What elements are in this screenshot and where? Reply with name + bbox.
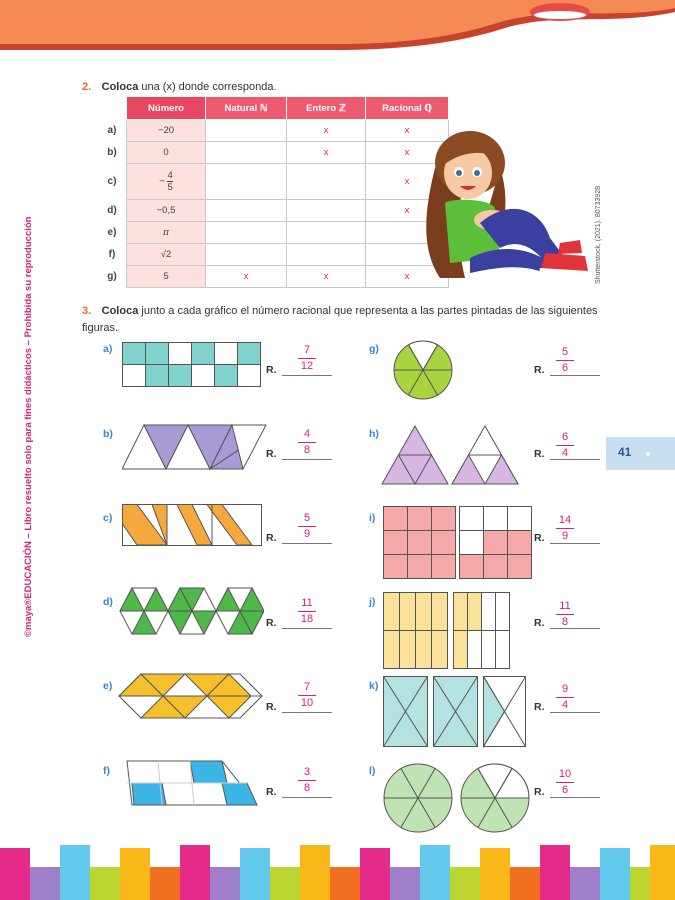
answer-line xyxy=(282,796,332,798)
r-label: R. xyxy=(534,448,545,460)
figure-label-f: f) xyxy=(103,765,110,777)
answer-line xyxy=(282,374,332,376)
q3-text: junto a cada gráfico el número racional que representa a las partes pintadas de las siguientes figuras. xyxy=(82,305,598,334)
figure-label-l: l) xyxy=(369,765,376,777)
answer-fraction-b: 4 8 xyxy=(292,428,322,457)
q3-heading xyxy=(82,302,602,336)
r-label: R. xyxy=(534,532,545,544)
figure-i-grids xyxy=(383,506,533,580)
table-row: e) π xyxy=(98,222,449,244)
figure-label-a: a) xyxy=(103,343,113,355)
q2-bold: Coloca xyxy=(101,81,139,93)
q3-bold: Coloca xyxy=(101,305,139,317)
figure-a-grid xyxy=(122,342,262,388)
answer-fraction-l: 10 6 xyxy=(550,768,580,797)
figure-l-circles xyxy=(383,763,533,833)
r-label: R. xyxy=(266,786,277,798)
answer-fraction-a: 7 12 xyxy=(292,344,322,373)
header-natural: Natural ℕ xyxy=(206,97,287,120)
page-tab xyxy=(606,437,675,470)
figure-label-j: j) xyxy=(369,596,376,608)
figure-e-trapezoid xyxy=(118,673,263,719)
page-dot xyxy=(646,452,650,456)
table-row: f) √2 xyxy=(98,244,449,266)
figure-b-triangles xyxy=(122,424,267,470)
figure-g-circle xyxy=(393,340,453,400)
figure-d-hexagons xyxy=(119,586,264,636)
r-label: R. xyxy=(534,617,545,629)
answer-fraction-c: 5 9 xyxy=(292,512,322,541)
figure-label-g: g) xyxy=(369,343,379,355)
decorative-bottom-strip xyxy=(0,845,675,900)
answer-line xyxy=(282,542,332,544)
r-label: R. xyxy=(534,364,545,376)
q3-number: 3. xyxy=(82,305,92,317)
q2-number: 2. xyxy=(82,81,92,93)
figure-label-h: h) xyxy=(369,428,379,440)
top-banner xyxy=(0,0,675,55)
answer-line xyxy=(282,627,332,629)
answer-fraction-e: 7 10 xyxy=(292,681,322,710)
copyright-side-text: ©maya®EDUCACIÓN – Libro resuelto solo para fines didácticos – Prohibida su reproducción xyxy=(23,216,34,637)
figure-label-d: d) xyxy=(103,596,113,608)
figure-label-i: i) xyxy=(369,512,376,524)
table-row: b) 0 x x xyxy=(98,142,449,164)
figure-label-b: b) xyxy=(103,428,113,440)
number-table xyxy=(98,96,449,288)
answer-fraction-h: 6 4 xyxy=(550,431,580,460)
table-row: c) − $\frac{4}{5}$ x xyxy=(98,164,449,200)
fraction-cell: − $\frac{4}{5}$ xyxy=(127,164,206,200)
answer-fraction-g: 5 6 xyxy=(550,346,580,375)
answer-line xyxy=(282,458,332,460)
figure-label-k: k) xyxy=(369,680,379,692)
figure-label-c: c) xyxy=(103,512,113,524)
image-credit: Shutterstock, (2021). 80733928 xyxy=(595,185,602,285)
header-numero: Número xyxy=(127,97,206,120)
answer-fraction-i: 14 9 xyxy=(550,514,580,543)
table-row: g) 5 x x x xyxy=(98,266,449,288)
r-label: R. xyxy=(266,364,277,376)
figure-f-parallelogram xyxy=(122,760,262,806)
figure-label-e: e) xyxy=(103,680,113,692)
answer-fraction-k: 9 4 xyxy=(550,683,580,712)
r-label: R. xyxy=(266,448,277,460)
girl-illustration xyxy=(410,128,595,288)
table-row: a) −20 x x xyxy=(98,120,449,142)
header-racional: Racional ℚ xyxy=(366,97,449,120)
q2-heading xyxy=(82,77,277,95)
r-label: R. xyxy=(534,701,545,713)
q2-text: una (x) donde corresponda. xyxy=(138,81,277,93)
r-label: R. xyxy=(534,786,545,798)
answer-fraction-d: 11 18 xyxy=(292,597,322,626)
figure-h-triangles xyxy=(380,424,520,486)
header-entero: Entero ℤ xyxy=(287,97,366,120)
r-label: R. xyxy=(266,617,277,629)
answer-fraction-f: 3 8 xyxy=(292,766,322,795)
answer-line xyxy=(282,711,332,713)
page-number: 41 xyxy=(618,445,632,459)
figure-j-rectangles xyxy=(383,592,513,670)
r-label: R. xyxy=(266,701,277,713)
figure-c-parallelograms xyxy=(122,504,262,546)
table-row: d) −0,5 x xyxy=(98,200,449,222)
r-label: R. xyxy=(266,532,277,544)
answer-fraction-j: 11 8 xyxy=(550,600,580,629)
figure-k-rectangles xyxy=(383,676,528,748)
